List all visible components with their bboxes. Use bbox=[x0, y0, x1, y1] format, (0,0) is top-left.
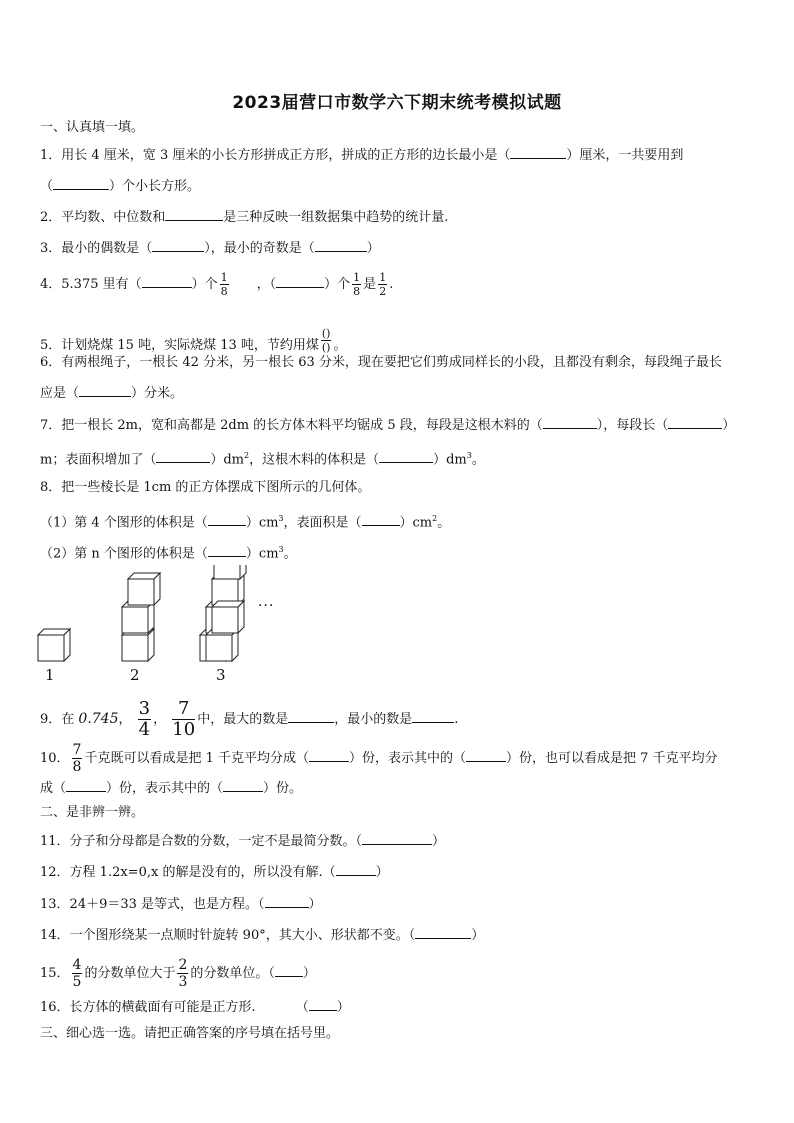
q10-fraction: $\frac{7}{8}$ bbox=[72, 742, 82, 775]
q14-text-b: ） bbox=[471, 928, 485, 943]
q4-blank-2[interactable] bbox=[276, 275, 324, 288]
q8-text-b3: ，表面积是（ bbox=[283, 515, 362, 531]
q4-text-c: ，（ bbox=[256, 277, 277, 292]
q10-blank-1[interactable] bbox=[309, 749, 349, 762]
q8-blank-2[interactable] bbox=[362, 513, 400, 526]
q5-text-a: 5．计划烧煤 15 吨，实际烧煤 13 吨，节约用煤 bbox=[40, 338, 319, 353]
q11-text-b: ） bbox=[432, 834, 446, 849]
q8-text-c3: 。 bbox=[283, 546, 297, 562]
q15-fraction-1: $\frac{4}{5}$ bbox=[72, 957, 82, 990]
cube-label-2: 2 bbox=[130, 666, 140, 684]
q16-text-b: （ bbox=[295, 1000, 309, 1015]
q1-text-d: ）个小长方形。 bbox=[109, 179, 201, 194]
q9-sep-2: ， bbox=[153, 712, 167, 727]
q15-text-a: 15． bbox=[40, 966, 70, 981]
q2-text-a: 2．平均数、中位数和 bbox=[40, 210, 166, 225]
q8-text-a: 8．把一些棱长是 1cm 的正方体摆成下图所示的几何体。 bbox=[40, 480, 371, 495]
q7-sup-3: 3 bbox=[466, 451, 472, 460]
question-6-cont bbox=[40, 384, 183, 403]
q4-text-e: 是 bbox=[363, 277, 377, 292]
question-15 bbox=[40, 958, 316, 989]
q15-text-c: 的分数单位。（ bbox=[190, 966, 275, 981]
q7-sup-2: 2 bbox=[243, 451, 250, 460]
q13-blank[interactable] bbox=[265, 895, 309, 908]
q7-text-g: ）dm bbox=[433, 452, 467, 468]
q9-blank-1[interactable] bbox=[288, 710, 334, 723]
q7-text-f: ，这根木料的体积是（ bbox=[249, 452, 380, 468]
question-8-part-1 bbox=[40, 510, 450, 532]
q8-text-b2: ）cm bbox=[245, 515, 279, 531]
q10-text-f: ）份，表示其中的（ bbox=[106, 781, 224, 796]
q10-text-d: ）份，也可以看成是把 7 千克平均分 bbox=[506, 751, 718, 766]
q8-text-c2: ）cm bbox=[245, 546, 279, 562]
q3-text-c: ） bbox=[366, 241, 380, 256]
q10-text-b: 千克既可以看成是把 1 千克平均分成（ bbox=[84, 751, 310, 766]
q6-text-b: 应是（ bbox=[40, 386, 80, 401]
q9-blank-2[interactable] bbox=[412, 710, 454, 723]
q6-blank[interactable] bbox=[79, 384, 131, 397]
q8-blank-1[interactable] bbox=[208, 513, 246, 526]
q12-blank[interactable] bbox=[336, 863, 376, 876]
q15-text-d: ） bbox=[302, 966, 316, 981]
q10-blank-2[interactable] bbox=[466, 749, 506, 762]
q3-text-a: 3．最小的偶数是（ bbox=[40, 241, 153, 256]
question-3 bbox=[40, 239, 380, 258]
question-1-cont bbox=[40, 177, 200, 196]
q4-fraction-3: $\frac{1}{2}$ bbox=[379, 271, 387, 298]
q8-text-b5: 。 bbox=[437, 515, 451, 531]
q2-text-b: 是三种反映一组数据集中趋势的统计量. bbox=[223, 210, 449, 225]
question-5 bbox=[40, 328, 347, 355]
q10-blank-3[interactable] bbox=[66, 779, 106, 792]
section-1-heading: 一、认真填一填。 bbox=[40, 120, 145, 135]
q3-blank-1[interactable] bbox=[152, 239, 204, 252]
q10-text-g: ）份。 bbox=[263, 781, 303, 796]
q4-fraction-1: $\frac{1}{8}$ bbox=[220, 271, 228, 298]
q8-text-b1: （1）第 4 个图形的体积是（ bbox=[40, 515, 208, 531]
q7-text-h: 。 bbox=[471, 452, 485, 468]
cube-figure-3 bbox=[200, 565, 246, 661]
q5-fraction-blank[interactable]: $\frac{()}{()}$ bbox=[321, 327, 331, 354]
section-2-heading: 二、是非辨一辨。 bbox=[40, 805, 145, 820]
cube-figure-2 bbox=[122, 573, 160, 661]
question-9 bbox=[40, 700, 458, 739]
question-7 bbox=[40, 416, 735, 435]
question-8-part-2 bbox=[40, 541, 297, 563]
question-14 bbox=[40, 926, 484, 945]
q8-sup-c: 3 bbox=[278, 545, 284, 554]
question-13 bbox=[40, 895, 322, 914]
q2-blank[interactable] bbox=[165, 208, 223, 221]
q6-text-c: ）分米。 bbox=[131, 386, 184, 401]
q13-text-b: ） bbox=[308, 897, 322, 912]
q10-blank-4[interactable] bbox=[223, 779, 263, 792]
q7-blank-3[interactable] bbox=[156, 450, 210, 463]
question-6 bbox=[40, 354, 722, 372]
q4-blank-1[interactable] bbox=[142, 275, 192, 288]
q10-text-e: 成（ bbox=[40, 781, 67, 796]
q4-text-d: ）个 bbox=[324, 277, 351, 292]
q7-text-d: m；表面积增加了（ bbox=[40, 452, 157, 468]
q10-text-c: ）份，表示其中的（ bbox=[349, 751, 467, 766]
q9-sep-1: ， bbox=[118, 712, 132, 727]
question-12 bbox=[40, 863, 389, 882]
cube-ellipsis: ··· bbox=[258, 598, 275, 614]
q16-text-c: ） bbox=[336, 1000, 350, 1015]
q15-fraction-2: $\frac{2}{3}$ bbox=[178, 957, 188, 990]
q7-text-e: ）dm bbox=[210, 452, 244, 468]
q8-blank-3[interactable] bbox=[208, 544, 246, 557]
q7-blank-4[interactable] bbox=[379, 450, 433, 463]
section-3-heading: 三、细心选一选。请把正确答案的序号填在括号里。 bbox=[40, 1026, 340, 1041]
q6-text-a: 6．有两根绳子，一根长 42 分米，另一根长 63 分米，现在要把它们剪成同样长的小段，且都没有剩余，每段绳子最长 bbox=[40, 355, 722, 370]
q3-blank-2[interactable] bbox=[315, 239, 367, 252]
cube-label-3: 3 bbox=[216, 666, 226, 684]
question-8 bbox=[40, 479, 370, 497]
question-10 bbox=[40, 743, 718, 774]
q9-text-b: 中，最大的数是 bbox=[197, 712, 289, 727]
q12-text-a: 12．方程 1.2x=0,x 的解是没有的，所以没有解.（ bbox=[40, 865, 336, 880]
q1-blank-1[interactable] bbox=[510, 146, 566, 159]
question-4 bbox=[40, 272, 393, 297]
q9-text-d: . bbox=[454, 712, 459, 727]
q9-value-decimal: 0.745 bbox=[78, 711, 119, 727]
q9-text-c: ，最小的数是 bbox=[334, 712, 413, 727]
q11-blank[interactable] bbox=[362, 832, 432, 845]
q3-text-b: ），最小的奇数是（ bbox=[204, 241, 315, 256]
q9-text-a: 9．在 bbox=[40, 712, 75, 727]
q11-text-a: 11．分子和分母都是合数的分数，一定不是最简分数。（ bbox=[40, 834, 363, 849]
q7-text-b: ），每段长（ bbox=[596, 418, 669, 433]
q10-text-a: 10． bbox=[40, 751, 70, 766]
q8-sup-a: 3 bbox=[278, 514, 284, 523]
question-10-cont bbox=[40, 779, 302, 798]
q12-text-b: ） bbox=[375, 865, 389, 880]
q15-blank[interactable] bbox=[275, 964, 303, 977]
q9-fraction-2: $\frac{7}{10}$ bbox=[172, 698, 196, 740]
question-11 bbox=[40, 832, 445, 851]
q8-text-c1: （2）第 n 个图形的体积是（ bbox=[40, 546, 208, 562]
q9-fraction-1: $\frac{3}{4}$ bbox=[138, 698, 151, 740]
q1-text-a: 1．用长 4 厘米，宽 3 厘米的小长方形拼成正方形，拼成的正方形的边长最小是（ bbox=[40, 148, 511, 163]
page-title: 2023届营口市数学六下期末统考模拟试题 bbox=[232, 93, 562, 113]
q15-text-b: 的分数单位大于 bbox=[84, 966, 176, 981]
question-16 bbox=[40, 998, 350, 1017]
question-7-cont bbox=[40, 447, 485, 469]
q4-text-b: ）个 bbox=[191, 277, 218, 292]
q1-blank-2[interactable] bbox=[53, 177, 109, 190]
q4-text-f: . bbox=[389, 277, 394, 292]
q14-text-a: 14．一个图形绕某一点顺时针旋转 90°，其大小、形状都不变。（ bbox=[40, 928, 416, 943]
cube-label-1: 1 bbox=[45, 666, 55, 684]
q4-fraction-2: $\frac{1}{8}$ bbox=[353, 271, 361, 298]
q13-text-a: 13．24＋9＝33 是等式，也是方程。（ bbox=[40, 897, 265, 912]
question-1 bbox=[40, 146, 683, 165]
q7-blank-1[interactable] bbox=[543, 416, 597, 429]
q16-blank[interactable] bbox=[309, 998, 337, 1011]
q5-text-e: 。 bbox=[333, 338, 347, 353]
q4-text-a: 4．5.375 里有（ bbox=[40, 277, 142, 292]
question-2 bbox=[40, 208, 448, 227]
q16-text-a: 16．长方体的横截面有可能是正方形. bbox=[40, 1000, 256, 1015]
q7-text-c: ） bbox=[722, 418, 736, 433]
q8-text-b4: ）cm bbox=[399, 515, 433, 531]
q7-blank-2[interactable] bbox=[668, 416, 722, 429]
q8-sup-b: 2 bbox=[432, 514, 438, 523]
q7-text-a: 7．把一根长 2m，宽和高都是 2dm 的长方体木料平均锯成 5 段，每段是这根木料的（ bbox=[40, 418, 543, 433]
cube-stack-figure bbox=[30, 565, 290, 685]
q1-text-b: ）厘米，一共要用到 bbox=[566, 148, 684, 163]
cube-figure-1 bbox=[38, 629, 70, 661]
q14-blank[interactable] bbox=[415, 926, 471, 939]
q1-text-c: （ bbox=[40, 179, 54, 194]
